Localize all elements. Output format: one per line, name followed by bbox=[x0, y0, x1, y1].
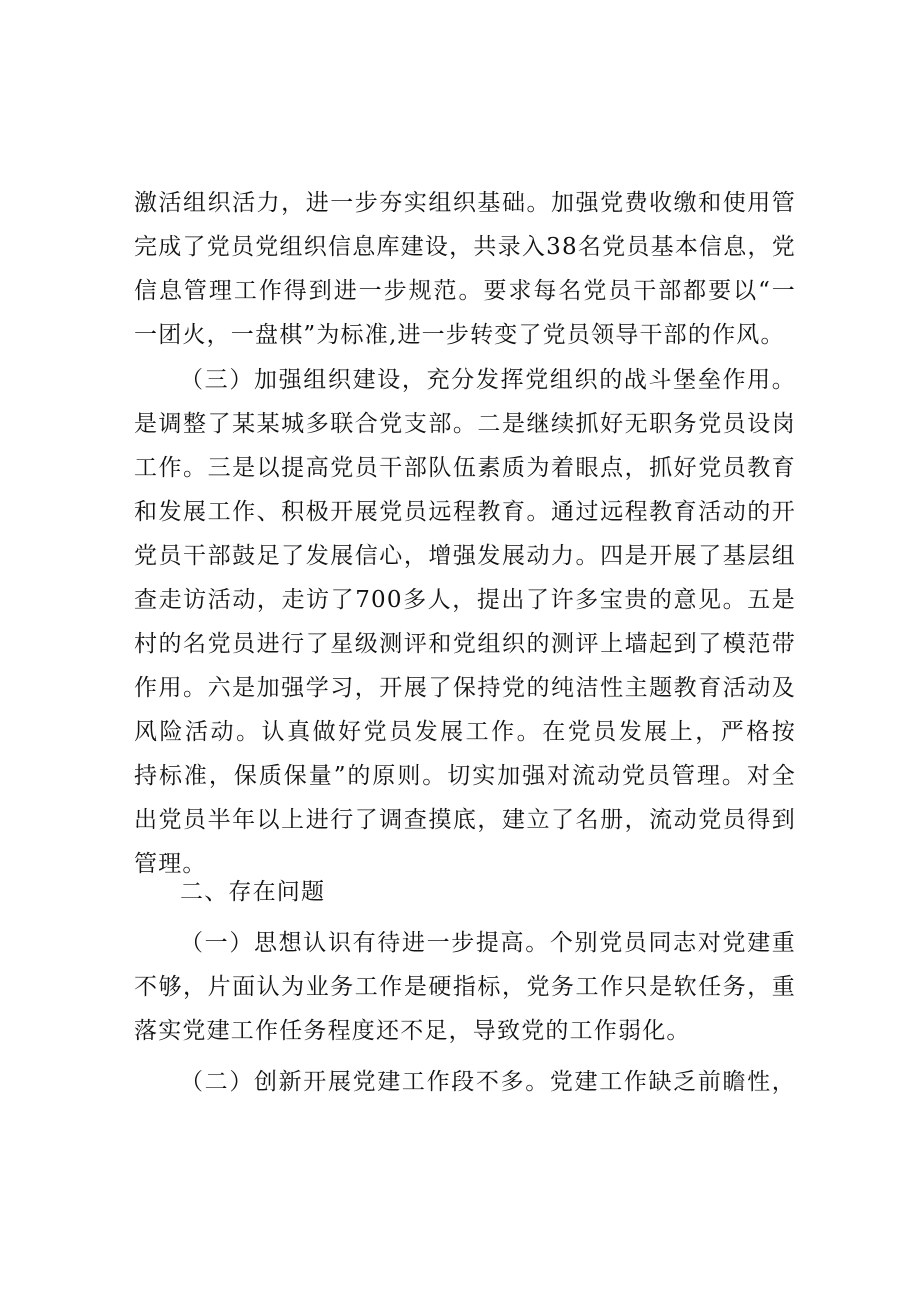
body-line: 出党员半年以上进行了调查摸底，建立了名册，流动党员得到 bbox=[134, 807, 796, 833]
body-line: 村的名党员进行了星级测评和党组织的测评上墙起到了模范带 bbox=[134, 631, 796, 657]
body-line: 不够，片面认为业务工作是硬指标，党务工作只是软任务，重 bbox=[134, 974, 796, 1000]
body-line: 工作。三是以提高党员干部队伍素质为着眼点，抓好党员教育 bbox=[134, 455, 796, 481]
body-line: （二）创新开展党建工作段不多。党建工作缺乏前瞻性， bbox=[180, 1069, 796, 1095]
body-line: 激活组织活力，进一步夯实组织基础。加强党费收缴和使用管 bbox=[134, 190, 796, 216]
document-body bbox=[134, 181, 796, 357]
body-line: 一团火，一盘棋”为标准,进一步转变了党员领导干部的作风。 bbox=[134, 322, 785, 348]
body-line: 风险活动。认真做好党员发展工作。在党员发展上，严格按 bbox=[134, 719, 796, 745]
heading-problems: 二、存在问题 bbox=[180, 879, 326, 905]
body-line: 党员干部鼓足了发展信心，增强发展动力。四是开展了基层组 bbox=[134, 543, 796, 569]
section-three-paragraph bbox=[134, 358, 796, 886]
body-line: 作用。六是加强学习，开展了保持党的纯洁性主题教育活动及 bbox=[134, 675, 796, 701]
body-line: 完成了党员党组织信息库建设，共录入38名党员基本信息，党 bbox=[134, 234, 796, 260]
body-line: 信息管理工作得到进一步规范。要求每名党员干部都要以“一 bbox=[134, 278, 796, 304]
body-line: 管理。 bbox=[134, 851, 207, 877]
section-heading bbox=[134, 870, 796, 914]
problem-one-paragraph bbox=[134, 921, 796, 1053]
body-line: 是调整了某某城多联合党支部。二是继续抓好无职务党员设岗 bbox=[134, 411, 796, 437]
body-line: （三）加强组织建设，充分发挥党组织的战斗堡垒作用。 bbox=[180, 367, 796, 393]
problem-two-paragraph bbox=[134, 1060, 796, 1104]
body-line: 持标准，保质保量”的原则。切实加强对流动党员管理。对全 bbox=[134, 763, 796, 789]
body-line: 查走访活动，走访了700多人，提出了许多宝贵的意见。五是 bbox=[134, 587, 796, 613]
body-line: 落实党建工作任务程度还不足，导致党的工作弱化。 bbox=[134, 1018, 691, 1044]
body-line: 和发展工作、积极开展党员远程教育。通过远程教育活动的开 bbox=[134, 499, 796, 525]
body-line: （一）思想认识有待进一步提高。个别党员同志对党建重 bbox=[180, 930, 796, 956]
